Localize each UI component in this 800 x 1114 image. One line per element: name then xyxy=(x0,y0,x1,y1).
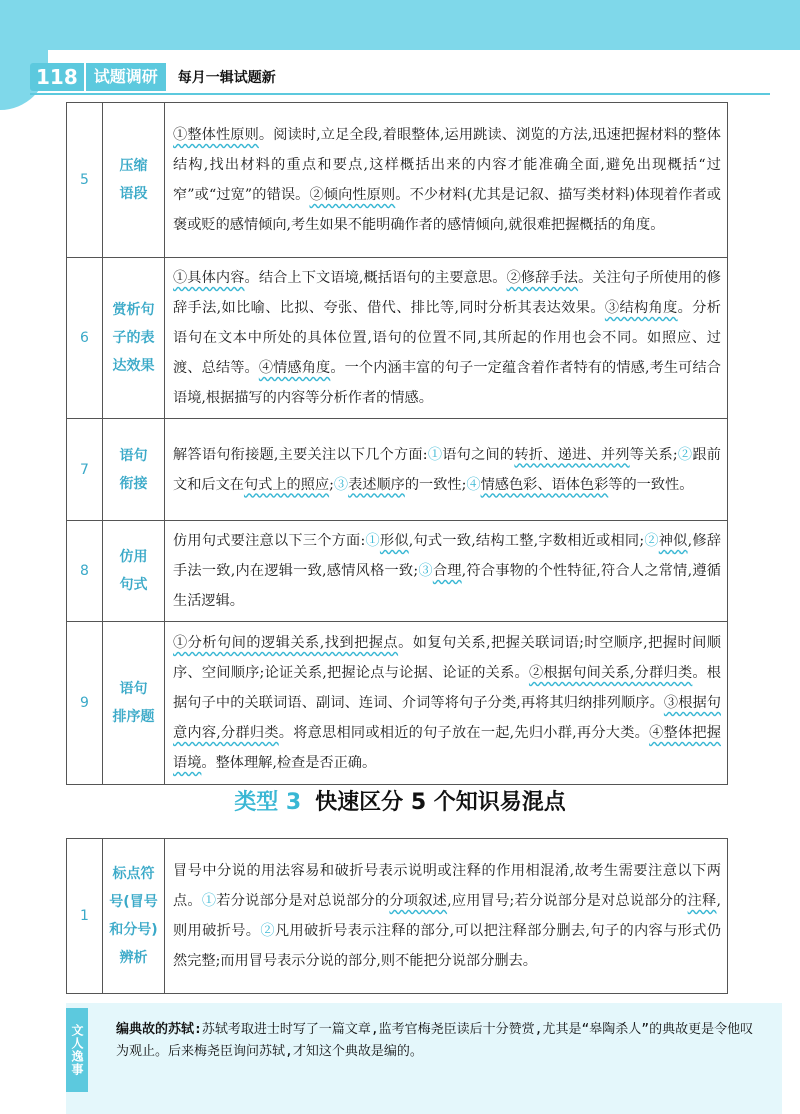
content-text: 。如复句关系,把握关联词语;时空顺序,把握时间顺序、空间顺序;论证关系,把握论点与论据、论证的关系。 xyxy=(173,635,721,681)
key-point: ①具体内容 xyxy=(173,270,245,286)
content-text: 等关系; xyxy=(629,446,678,463)
row-title-line: 压缩 xyxy=(119,158,148,174)
top-color-band xyxy=(0,0,800,50)
content-text: 。一个内涵丰富的句子一定蕴含着作者特有的情感,考生可结合语境,根据描写的内容等分析作者的情感。 xyxy=(173,360,721,406)
key-point: 情感色彩、语体色彩 xyxy=(480,476,609,493)
page-header xyxy=(30,62,770,92)
key-point: ②根据句间关系,分群归类 xyxy=(528,665,693,681)
key-point: 合理 xyxy=(432,563,462,579)
row-number: 7 xyxy=(67,419,103,521)
row-title xyxy=(103,419,165,521)
content-text: 。分析语句在文本中所处的具体位置,语句的位置不同,其所起的作用也会不同。如照应、过渡、总结等。 xyxy=(173,300,721,376)
table-row xyxy=(67,419,728,521)
content-text: 冒号中分说的用法容易和破折号表示说明或注释的作用相混淆,故考生需要注意以下两点。 xyxy=(173,863,721,909)
row-content xyxy=(165,103,728,258)
row-title-line: 号(冒号 xyxy=(109,894,158,910)
story-text: 苏轼考取进士时写了一篇文章,监考官梅尧臣读后十分赞赏,尤其是“皋陶杀人”的典故更是令他叹为观止。后来梅尧臣询问苏轼,才知这个典故是编的。 xyxy=(116,1022,754,1059)
content-text: 。阅读时,立足全段,着眼整体,运用跳读、浏览的方法,迅速把握材料的整体结构,找出材料的重点和要点,这样概括出来的内容才能准确全面,避免出现概括“过窄”或“过宽”的错误。 xyxy=(173,127,721,203)
type-heading-text: 快速区分 5 个知识易混点 xyxy=(315,790,566,815)
column-subtitle: 每月一辑试题新 xyxy=(177,70,276,86)
key-point: 注释 xyxy=(687,893,717,909)
content-text: ① xyxy=(365,533,380,549)
content-text: ③ xyxy=(333,476,349,493)
row-title-line: 辨析 xyxy=(119,950,148,966)
row-title-line: 标点符 xyxy=(112,866,155,882)
knowledge-table-top xyxy=(66,102,728,785)
content-text: ,句式一致,结构工整,字数相近或相同; xyxy=(408,533,645,549)
row-title xyxy=(103,258,165,419)
key-point: ②修辞手法 xyxy=(506,270,579,286)
row-number: 6 xyxy=(67,258,103,419)
row-number: 1 xyxy=(67,839,103,994)
row-title xyxy=(103,103,165,258)
content-text: ,则用破折号。 xyxy=(173,893,721,939)
row-content xyxy=(165,521,728,622)
key-point: 表述顺序 xyxy=(348,476,405,493)
row-title-line: 子的表 xyxy=(112,330,155,346)
table-row xyxy=(67,622,728,785)
content-text: ,符合事物的个性特征,符合人之常情,遵循生活逻辑。 xyxy=(173,563,721,609)
key-point: ①整体性原则 xyxy=(173,127,259,143)
row-title-line: 赏析句 xyxy=(112,302,155,318)
content-text: ② xyxy=(677,446,693,463)
header-divider xyxy=(30,93,770,95)
row-title-line: 和分号) xyxy=(109,922,158,938)
page-number: 118 xyxy=(30,63,84,91)
row-title xyxy=(103,521,165,622)
content-text: ,修辞手法一致,内在逻辑一致,感情风格一致; xyxy=(173,533,721,579)
row-title-line: 衔接 xyxy=(119,475,148,492)
table-row xyxy=(67,258,728,419)
content-text: 的一致性; xyxy=(404,476,467,493)
table-row xyxy=(67,103,728,258)
key-point: 分项叙述 xyxy=(389,893,448,909)
content-text: ; xyxy=(329,476,334,493)
row-title-line: 语段 xyxy=(119,186,148,202)
row-content xyxy=(165,258,728,419)
table-row xyxy=(67,521,728,622)
row-content xyxy=(165,622,728,785)
row-title-line: 仿用 xyxy=(119,549,148,565)
key-point: 句式上的照应 xyxy=(243,476,330,493)
content-text: ,应用冒号;若分说部分是对总说部分的 xyxy=(447,893,688,909)
key-point: 神似 xyxy=(658,533,688,549)
row-title xyxy=(103,622,165,785)
story-text-block xyxy=(116,1019,756,1063)
type-heading xyxy=(0,785,800,816)
content-text: 。关注句子所使用的修辞手法,如比喻、比拟、夸张、借代、排比等,同时分析其表达效果。 xyxy=(173,270,721,316)
content-text: ② xyxy=(644,533,659,549)
key-point: ②倾向性原则 xyxy=(309,187,396,203)
table-row xyxy=(67,839,728,994)
content-text: 等的一致性。 xyxy=(608,476,694,493)
content-text: 仿用句式要注意以下三个方面: xyxy=(173,533,366,549)
content-text: 。将意思相同或相近的句子放在一起,先归小群,再分大类。 xyxy=(278,725,650,741)
content-text: 凡用破折号表示注释的部分,可以把注释部分删去,句子的内容与形式仍然完整;而用冒号表示分说的部分,则不能把分说部分删去。 xyxy=(173,923,721,969)
key-point: 转折、递进、并列 xyxy=(514,446,630,463)
content-text: 。根据句子中的关联词语、副词、连词、介词等将句子分类,再将其归纳排列顺序。 xyxy=(173,665,721,711)
content-text: 。不少材料(尤其是记叙、描写类材料)体现着作者或褒或贬的感情倾向,考生如果不能明确作者的感情倾向,就很难把握概括的角度。 xyxy=(173,187,721,233)
row-number: 5 xyxy=(67,103,103,258)
story-tag: 文人逸事 xyxy=(66,1008,88,1092)
content-text: 。结合上下文语境,概括语句的主要意思。 xyxy=(244,270,507,286)
knowledge-table-bottom xyxy=(66,838,728,994)
key-point: ③结构角度 xyxy=(604,300,678,316)
content-text: 若分说部分是对总说部分的 xyxy=(216,893,390,909)
row-title xyxy=(103,839,165,994)
row-number: 8 xyxy=(67,521,103,622)
type-heading-label: 类型 3 xyxy=(234,790,302,815)
row-title-line: 句式 xyxy=(119,577,148,593)
content-text: 。整体理解,检查是否正确。 xyxy=(201,755,377,771)
content-text: 语句之间的 xyxy=(442,446,515,463)
content-text: 解答语句衔接题,主要关注以下几个方面: xyxy=(173,446,428,463)
row-title-line: 语句 xyxy=(119,681,148,697)
key-point: ③根据句意内容,分群归类 xyxy=(173,695,721,741)
content-text: ③ xyxy=(418,563,433,579)
row-number: 9 xyxy=(67,622,103,785)
content-text: ① xyxy=(201,893,217,909)
content-text: ④ xyxy=(466,476,481,493)
row-content xyxy=(165,419,728,521)
row-title-line: 排序题 xyxy=(112,709,155,725)
content-text: ② xyxy=(260,923,275,939)
key-point: ④整体把握语境 xyxy=(173,725,721,771)
content-text: 跟前文和后文在 xyxy=(173,446,721,493)
row-title-line: 语句 xyxy=(119,447,148,464)
row-content xyxy=(165,839,728,994)
key-point: ①分析句间的逻辑关系,找到把握点 xyxy=(173,635,399,651)
column-name: 试题调研 xyxy=(86,63,166,91)
key-point: ④情感角度 xyxy=(258,360,331,376)
key-point: 形似 xyxy=(379,533,409,549)
story-title: 编典故的苏轼: xyxy=(116,1022,202,1037)
row-title-line: 达效果 xyxy=(112,358,155,374)
content-text: ① xyxy=(427,446,443,463)
